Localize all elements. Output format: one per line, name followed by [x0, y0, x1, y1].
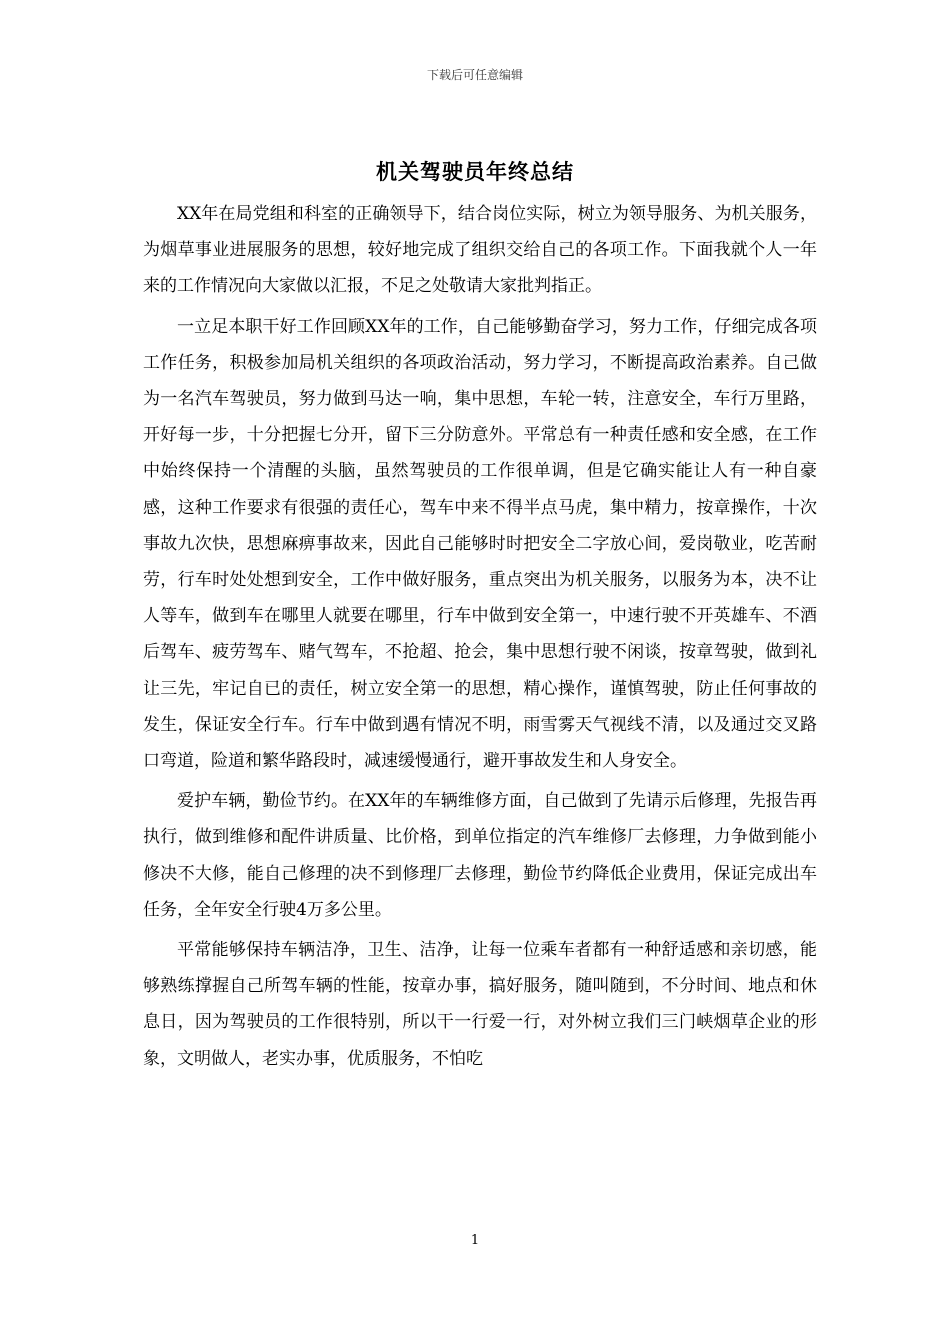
paragraph: XX年在局党组和科室的正确领导下，结合岗位实际，树立为领导服务、为机关服务，为烟草事业进展服务的思想，较好地完成了组织交给自己的各项工作。下面我就个人一年来的工作情况向大家做以汇报，不足之处敬请大家批判指正。 [143, 204, 817, 297]
document-body [143, 196, 817, 1081]
paragraph: 爱护车辆，勤俭节约。在XX年的车辆维修方面，自己做到了先请示后修理，先报告再执行，做到维修和配件讲质量、比价格，到单位指定的汽车维修厂去修理，力争做到能小修决不大修，能自己修理的决不到修理厂去修理，勤俭节约降低企业费用，保证完成出车任务，全年安全行驶4万多公里。 [143, 791, 817, 920]
paragraph: 平常能够保持车辆洁净，卫生、洁净，让每一位乘车者都有一种舒适感和亲切感，能够熟练撑握自己所驾车辆的性能，按章办事，搞好服务，随叫随到，不分时间、地点和休息日，因为驾驶员的工作很特别，所以干一行爱一行，对外树立我们三门峡烟草企业的形象，文明做人，老实办事，优质服务，不怕吃 [143, 940, 817, 1069]
page-header-note: 下载后可任意编辑 [426, 68, 523, 82]
document-title: 机关驾驶员年终总结 [376, 160, 574, 184]
paragraph: 一立足本职干好工作回顾XX年的工作，自己能够勤奋学习，努力工作，仔细完成各项工作任务，积极参加局机关组织的各项政治活动，努力学习，不断提高政治素养。自己做为一名汽车驾驶员，努力做到马达一响，集中思想，车轮一转，注意安全，车行万里路，开好每一步，十分把握七分开，留下三分防意外。平常总有一种责任感和安全感，在工作中始终保持一个清醒的头脑，虽然驾驶员的工作很单调，但是它确实能让人有一种自豪感，这种工作要求有很强的责任心，驾车中来不得半点马虎，集中精力，按章操作，十次事故九次快，思想麻痹事故来，因此自己能够时时把安全二字放心间，爱岗敬业，吃苦耐劳，行车时处处想到安全，工作中做好服务，重点突出为机关服务，以服务为本，决不让人等车，做到车在哪里人就要在哪里，行车中做到安全第一，中速行驶不开英雄车、不酒后驾车、疲劳驾车、赌气驾车，不抢超、抢会，集中思想行驶不闲谈，按章驾驶，做到礼让三先，牢记自已的责任，树立安全第一的思想，精心操作，谨慎驾驶，防止任何事故的发生，保证安全行车。行车中做到遇有情况不明，雨雪雾天气视线不清，以及通过交叉路口弯道，险道和繁华路段时，减速缓慢通行，避开事故发生和人身安全。 [143, 316, 817, 772]
page-number: 1 [470, 1233, 480, 1248]
